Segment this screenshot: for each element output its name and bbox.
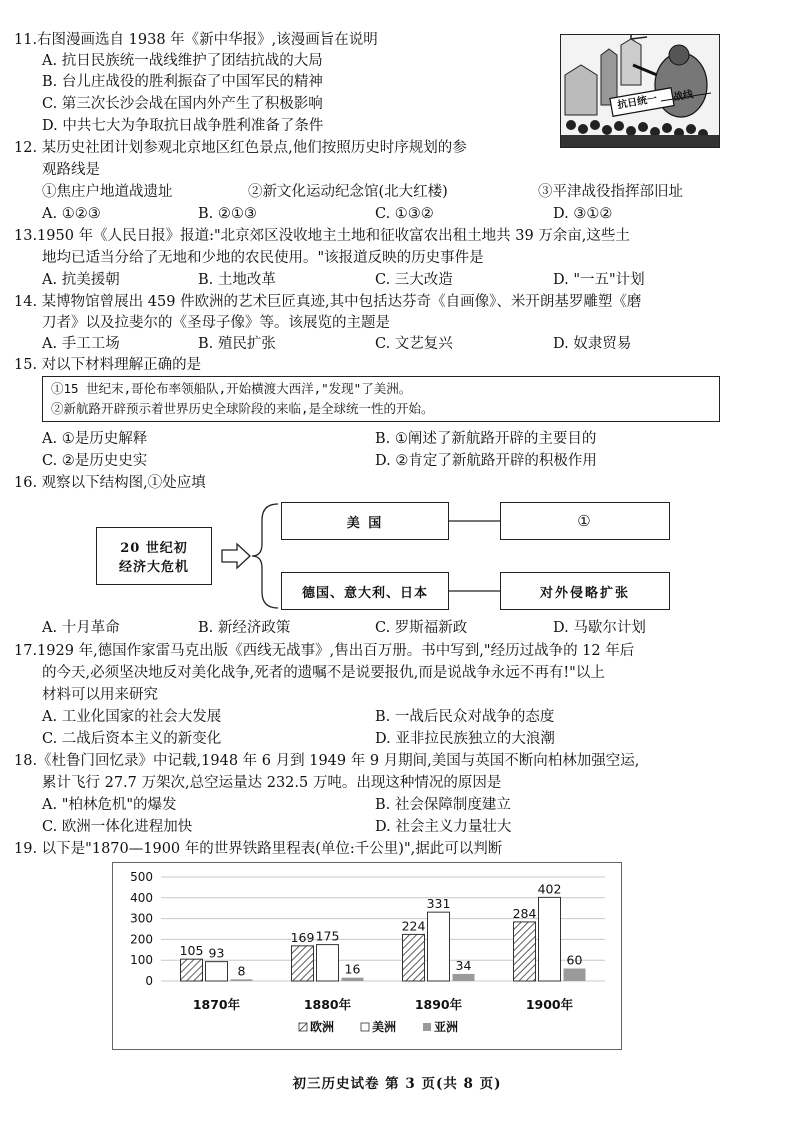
bar-美洲-1880年 xyxy=(317,945,339,981)
q17-stem-line1: 17.1929 年,德国作家雷马克出版《西线无战事》,售出百万册。书中写到,"经历过战争的 12 年后 xyxy=(14,643,635,659)
bar-欧洲-1890年 xyxy=(403,934,425,981)
q13-option-a: A. 抗美援朝 xyxy=(42,272,120,288)
q15-option-d: D. ②肯定了新航路开辟的积极作用 xyxy=(375,453,597,469)
q12-item-2: ②新文化运动纪念馆(北大红楼) xyxy=(248,184,448,200)
data-label-欧洲-1870年: 105 xyxy=(179,943,204,959)
q17-option-c: C. 二战后资本主义的新变化 xyxy=(42,731,222,747)
q14-option-c: C. 文艺复兴 xyxy=(375,336,453,352)
q18-stem-line1: 18.《杜鲁门回忆录》中记载,1948 年 6 月到 1949 年 9 月期间,美国与英国不断向柏林加强空运, xyxy=(14,753,640,769)
diagram-source-line2: 经济大危机 xyxy=(118,560,189,575)
q14-stem-line1: 14. 某博物馆曾展出 459 件欧洲的艺术巨匠真迹,其中包括达芬奇《自画像》、米开朗基罗雕塑《磨 xyxy=(14,294,642,310)
q12-stem-line1: 12. 某历史社团计划参观北京地区红色景点,他们按照历史时序规划的参 xyxy=(14,140,467,156)
data-label-美洲-1900年: 402 xyxy=(537,881,562,897)
q14-stem-line2: 刀者》以及拉斐尔的《圣母子像》等。该展览的主题是 xyxy=(42,315,390,331)
q18-stem-line2: 累计飞行 27.7 万架次,总空运量达 232.5 万吨。出现这种情况的原因是 xyxy=(42,775,502,791)
q17-stem-line3: 材料可以用来研究 xyxy=(42,687,158,703)
bar-亚洲-1890年 xyxy=(453,974,475,981)
legend-label-欧洲: 欧洲 xyxy=(310,1020,335,1034)
q16-option-c: C. 罗斯福新政 xyxy=(375,620,468,636)
q12-item-1: ①焦庄户地道战遗址 xyxy=(42,184,173,200)
x-tick-label-1870年: 1870年 xyxy=(192,997,241,1012)
q12-item-3: ③平津战役指挥部旧址 xyxy=(538,184,683,200)
q13-option-d: D. "一五"计划 xyxy=(553,272,645,288)
data-label-欧洲-1890年: 224 xyxy=(401,918,426,934)
q18-option-d: D. 社会主义力量壮大 xyxy=(375,819,512,835)
diagram-source-line1: 20 世纪初 xyxy=(120,541,188,556)
diagram-links xyxy=(449,515,501,595)
x-tick-label-1900年: 1900年 xyxy=(525,997,574,1012)
y-tick-label-300: 300 xyxy=(130,911,153,926)
q13-stem-line1: 13.1950 年《人民日报》报道:"北京郊区没收地主土地和征收富农出租土地共 39 万余亩,这些土 xyxy=(14,228,630,244)
q15-stem: 15. 对以下材料理解正确的是 xyxy=(14,357,202,373)
data-label-亚洲-1880年: 16 xyxy=(344,961,361,977)
diagram-source-box xyxy=(96,527,212,585)
q18-option-a: A. "柏林危机"的爆发 xyxy=(42,797,177,813)
q16-stem: 16. 观察以下结构图,①处应填 xyxy=(14,475,206,491)
page-footer: 初三历史试卷 第 3 页(共 8 页) xyxy=(292,1076,502,1092)
bar-美洲-1870年 xyxy=(206,962,228,981)
x-tick-label-1880年: 1880年 xyxy=(303,997,352,1012)
legend-swatch-亚洲 xyxy=(423,1023,431,1031)
legend-label-美洲: 美洲 xyxy=(372,1020,397,1034)
cartoon-drawing xyxy=(561,35,719,147)
bar-美洲-1890年 xyxy=(428,912,450,981)
q12-option-d: D. ③①② xyxy=(553,206,613,222)
q15-material-2: ②新航路开辟预示着世界历史全球阶段的来临,是全球统一性的开始。 xyxy=(51,401,434,416)
q15-option-a: A. ①是历史解释 xyxy=(42,431,148,447)
data-label-美洲-1890年: 331 xyxy=(426,896,451,912)
y-tick-label-0: 0 xyxy=(145,974,153,988)
q17-option-d: D. 亚非拉民族独立的大浪潮 xyxy=(375,731,555,747)
q18-option-b: B. 社会保障制度建立 xyxy=(375,797,511,813)
diagram-top-left-box: 美 国 xyxy=(281,502,449,540)
y-tick-label-500: 500 xyxy=(130,870,153,884)
bar-欧洲-1880年 xyxy=(292,946,314,981)
data-label-美洲-1880年: 175 xyxy=(315,928,340,944)
legend-swatch-欧洲 xyxy=(299,1023,307,1031)
data-label-欧洲-1900年: 284 xyxy=(512,905,537,921)
q11-stem: 11.右图漫画选自 1938 年《新中华报》,该漫画旨在说明 xyxy=(14,32,378,48)
q16-option-b: B. 新经济政策 xyxy=(198,620,291,636)
q12-option-a: A. ①②③ xyxy=(42,206,101,222)
q13-option-b: B. 土地改革 xyxy=(198,272,276,288)
diagram-bottom-right-box: 对外侵略扩张 xyxy=(500,572,670,610)
diagram-bottom-left-box: 德国、意大利、日本 xyxy=(281,572,449,610)
q16-option-d: D. 马歇尔计划 xyxy=(553,620,646,636)
q13-stem-line2: 地均已适当分给了无地和少地的农民使用。"该报道反映的历史事件是 xyxy=(42,250,484,266)
bar-美洲-1900年 xyxy=(539,897,561,981)
cartoon-label-1: 抗日统一 xyxy=(616,93,658,112)
bar-亚洲-1880年 xyxy=(342,978,364,981)
data-label-美洲-1870年: 93 xyxy=(208,945,225,961)
y-tick-label-100: 100 xyxy=(130,953,153,968)
brace-icon xyxy=(252,504,278,608)
q12-stem-line2: 观路线是 xyxy=(42,162,100,178)
bar-亚洲-1900年 xyxy=(564,969,586,981)
legend-label-亚洲: 亚洲 xyxy=(434,1020,459,1034)
q11-option-d: D. 中共七大为争取抗日战争胜利准备了条件 xyxy=(42,118,324,134)
diagram-top-right-box: ① xyxy=(500,502,670,540)
legend-swatch-美洲 xyxy=(361,1023,369,1031)
q17-option-b: B. 一战后民众对战争的态度 xyxy=(375,709,555,725)
q15-material-1: ①15 世纪末,哥伦布率领船队,开始横渡大西洋,"发现"了美洲。 xyxy=(51,381,412,396)
q14-option-d: D. 奴隶贸易 xyxy=(553,336,632,352)
q15-material-box xyxy=(42,376,720,422)
q17-option-a: A. 工业化国家的社会大发展 xyxy=(42,709,222,725)
x-tick-label-1890年: 1890年 xyxy=(414,997,463,1012)
q11-option-c: C. 第三次长沙会战在国内外产生了积极影响 xyxy=(42,96,323,112)
y-tick-label-400: 400 xyxy=(130,890,153,905)
data-label-亚洲-1890年: 34 xyxy=(455,957,472,973)
chart-frame xyxy=(112,862,622,1050)
q11-option-b: B. 台儿庄战役的胜利振奋了中国军民的精神 xyxy=(42,74,323,90)
q12-option-c: C. ①③② xyxy=(375,206,434,222)
diagram-connector xyxy=(212,500,292,615)
data-label-欧洲-1880年: 169 xyxy=(290,929,315,945)
q14-option-b: B. 殖民扩张 xyxy=(198,336,276,352)
q14-option-a: A. 手工工场 xyxy=(42,336,120,352)
y-tick-label-200: 200 xyxy=(130,932,153,947)
cartoon-label-2: 战线 xyxy=(672,89,695,104)
arrow-right-icon xyxy=(222,544,250,568)
bar-欧洲-1900年 xyxy=(514,922,536,981)
q16-option-a: A. 十月革命 xyxy=(42,620,120,636)
q15-option-b: B. ①阐述了新航路开辟的主要目的 xyxy=(375,431,597,447)
q11-option-a: A. 抗日民族统一战线维护了团结抗战的大局 xyxy=(42,53,323,69)
q11-cartoon-image xyxy=(560,34,720,148)
q12-option-b: B. ②①③ xyxy=(198,206,257,222)
q13-option-c: C. 三大改造 xyxy=(375,272,453,288)
q19-stem: 19. 以下是"1870—1900 年的世界铁路里程表(单位:千公里)",据此可以判断 xyxy=(14,841,503,857)
railway-bar-chart xyxy=(113,863,621,1049)
data-label-亚洲-1900年: 60 xyxy=(566,952,583,968)
q17-stem-line2: 的今天,必须坚决地反对美化战争,死者的遗嘱不是说要报仇,而是说战争永远不再有!"以上 xyxy=(42,665,605,681)
data-label-亚洲-1870年: 8 xyxy=(237,963,246,979)
q18-option-c: C. 欧洲一体化进程加快 xyxy=(42,819,193,835)
bar-欧洲-1870年 xyxy=(181,959,203,981)
q15-option-c: C. ②是历史史实 xyxy=(42,453,148,469)
bar-亚洲-1870年 xyxy=(231,979,253,981)
